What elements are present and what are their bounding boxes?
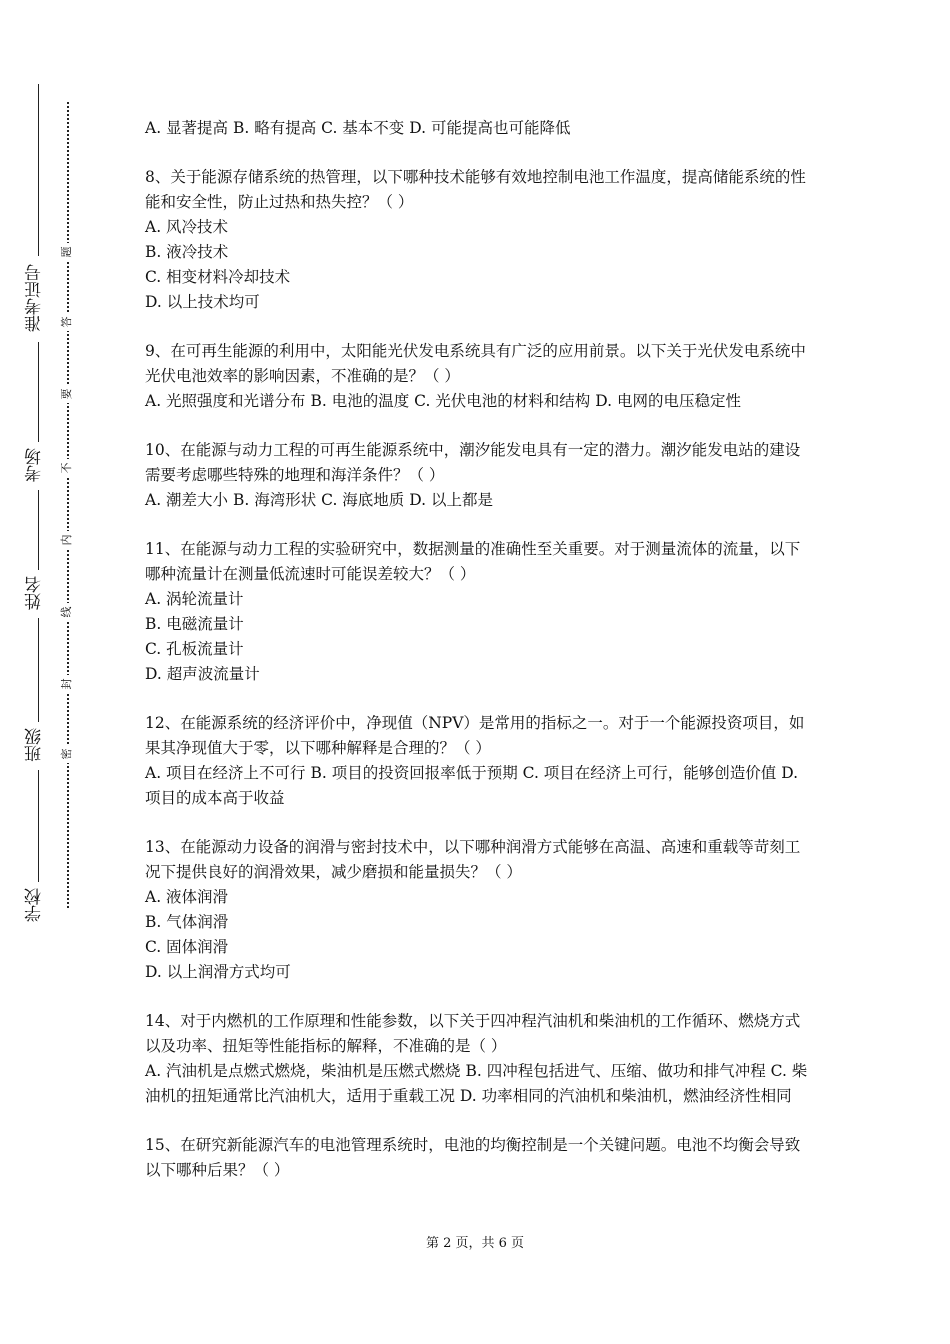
class-label: 班级	[25, 728, 45, 762]
option-c: C. 相变材料冷却技术	[145, 268, 291, 286]
name-label: 姓名	[25, 576, 45, 610]
question-stem: 12、在能源系统的经济评价中，净现值（NPV）是常用的指标之一。对于一个能源投资项目，如果其净现值大于零，以下哪种解释是合理的？（ ）	[145, 714, 805, 757]
question-stem: 9、在可再生能源的利用中，太阳能光伏发电系统具有广泛的应用前景。以下关于光伏发电系统中光伏电池效率的影响因素，不准确的是？（ ）	[145, 342, 806, 385]
binding-line	[38, 490, 39, 570]
question-content	[145, 116, 810, 1207]
question-7-options	[145, 116, 810, 141]
question-stem: 11、在能源与动力工程的实验研究中，数据测量的准确性至关重要。对于测量流体的流量，以下哪种流量计在测量低流速时可能误差较大？（ ）	[145, 540, 801, 583]
school-label: 学校	[25, 888, 45, 922]
seal-char: 题	[58, 243, 76, 261]
option-a: A. 液体润滑	[145, 888, 229, 906]
option-c: C. 孔板流量计	[145, 640, 244, 658]
option-line: A. 项目在经济上不可行 B. 项目的投资回报率低于预期 C. 项目在经济上可行，能够创造价值 D. 项目的成本高于收益	[145, 764, 799, 807]
option-b: B. 电磁流量计	[145, 615, 244, 633]
option-d: D. 以上润滑方式均可	[145, 963, 291, 981]
option-a: A. 风冷技术	[145, 218, 229, 236]
binding-line	[38, 618, 39, 722]
option-b: B. 气体润滑	[145, 913, 229, 931]
exam-number-label: 准考证号	[25, 264, 45, 332]
seal-char: 封	[58, 675, 76, 693]
seal-char: 密	[58, 745, 76, 763]
exam-room-label: 考场	[25, 448, 45, 482]
question-10	[145, 438, 810, 513]
question-stem: 15、在研究新能源汽车的电池管理系统时，电池的均衡控制是一个关键问题。电池不均衡会导致以下哪种后果？（ ）	[145, 1136, 801, 1179]
question-stem: 8、关于能源存储系统的热管理，以下哪种技术能够有效地控制电池工作温度，提高储能系统的性能和安全性，防止过热和热失控？（ ）	[145, 168, 806, 211]
page-footer: 第 2 页，共 6 页	[425, 1236, 525, 1251]
seal-char: 不	[58, 459, 76, 477]
binding-line	[38, 770, 39, 882]
question-stem: 14、对于内燃机的工作原理和性能参数，以下关于四冲程汽油机和柴油机的工作循环、燃烧方式以及功率、扭矩等性能指标的解释，不准确的是（ ）	[145, 1012, 801, 1055]
question-13	[145, 835, 810, 985]
binding-line	[38, 342, 39, 442]
option-line: A. 汽油机是点燃式燃烧，柴油机是压燃式燃烧 B. 四冲程包括进气、压缩、做功和排气冲程 C. 柴油机的扭矩通常比汽油机大，适用于重载工况 D. 功率相同的汽油机和柴油机，燃油经济性相同	[145, 1062, 808, 1105]
option-c: C. 固体润滑	[145, 938, 229, 956]
binding-margin	[0, 0, 110, 1344]
binding-line	[38, 84, 39, 256]
seal-char: 线	[58, 603, 76, 621]
option-line: A. 潮差大小 B. 海湾形状 C. 海底地质 D. 以上都是	[145, 491, 493, 509]
option-d: D. 以上技术均可	[145, 293, 260, 311]
seal-char: 答	[58, 313, 76, 331]
question-15	[145, 1133, 810, 1183]
question-8	[145, 165, 810, 315]
seal-dotted-line	[67, 102, 69, 908]
question-11	[145, 537, 810, 687]
question-stem: 10、在能源与动力工程的可再生能源系统中，潮汐能发电具有一定的潜力。潮汐能发电站的建设需要考虑哪些特殊的地理和海洋条件？（ ）	[145, 441, 801, 484]
option-line: A. 光照强度和光谱分布 B. 电池的温度 C. 光伏电池的材料和结构 D. 电网的电压稳定性	[145, 392, 741, 410]
option-a: A. 涡轮流量计	[145, 590, 244, 608]
option-b: B. 液冷技术	[145, 243, 229, 261]
seal-char: 要	[58, 385, 76, 403]
question-stem: 13、在能源动力设备的润滑与密封技术中，以下哪种润滑方式能够在高温、高速和重载等苛刻工况下提供良好的润滑效果，减少磨损和能量损失？（ ）	[145, 838, 801, 881]
option-line: A. 显著提高 B. 略有提高 C. 基本不变 D. 可能提高也可能降低	[145, 119, 571, 137]
seal-char: 内	[58, 531, 76, 549]
question-14	[145, 1009, 810, 1109]
option-d: D. 超声波流量计	[145, 665, 260, 683]
question-12	[145, 711, 810, 811]
question-9	[145, 339, 810, 414]
